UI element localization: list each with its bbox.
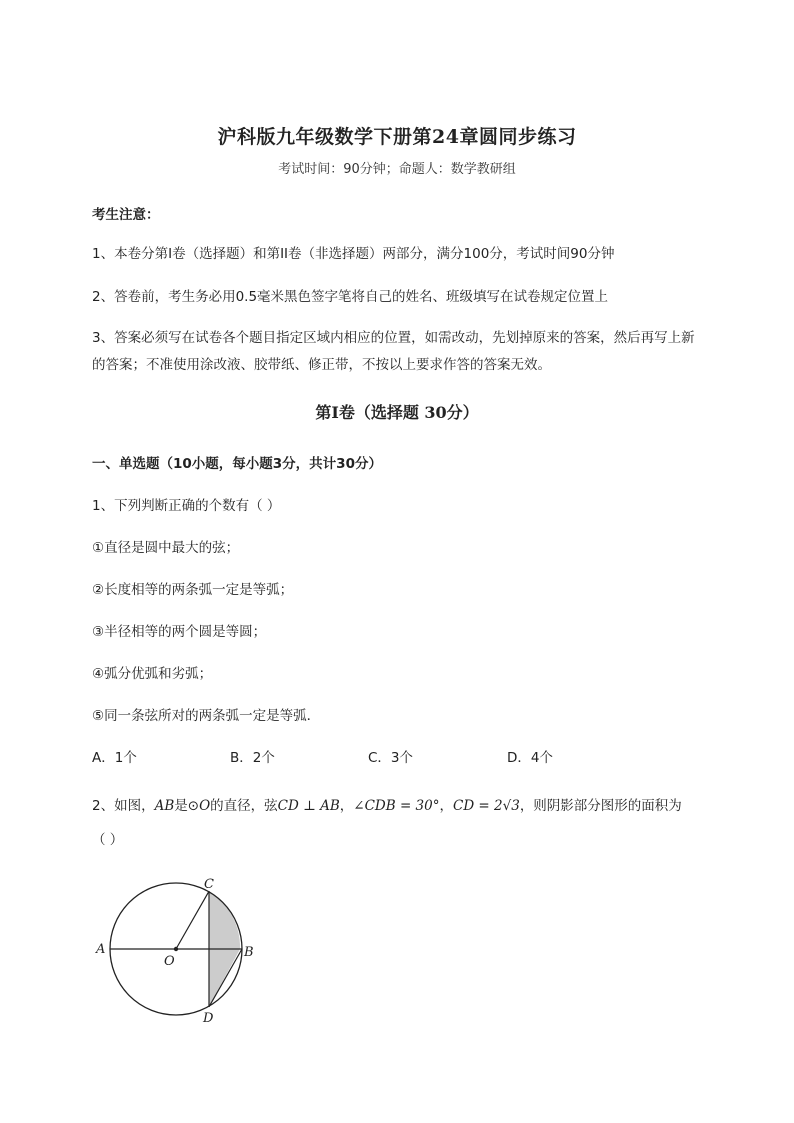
label-c: C xyxy=(204,877,214,892)
circle-figure xyxy=(88,870,278,1030)
label-a: A xyxy=(96,942,106,957)
q1-option-a: A．1个 xyxy=(92,750,137,766)
q2-answer-paren: （ ） xyxy=(92,832,124,848)
exam-info: 考试时间：90分钟；命题人：数学教研组 xyxy=(278,162,516,177)
notice-item-3-cont: 的答案；不准使用涂改液、胶带纸、修正带，不按以上要求作答的答案无效。 xyxy=(92,357,551,373)
notice-item-1: 1、本卷分第I卷（选择题）和第II卷（非选择题）两部分，满分100分，考试时间90分钟 xyxy=(92,246,615,262)
center-point xyxy=(174,947,178,951)
section-title: 第I卷（选择题 30分） xyxy=(315,403,479,422)
q1-statement-3: ③半径相等的两个圆是等圆； xyxy=(92,624,267,640)
q1-option-c: C．3个 xyxy=(368,750,414,766)
q1-option-b: B．2个 xyxy=(230,750,275,766)
q2-stem: 2、如图，AB是⊙O的直径，弦CD ⊥ AB，∠CDB = 30°，CD = 2√3，则阴影部分图形的面积为 xyxy=(92,798,682,814)
q1-statement-5: ⑤同一条弦所对的两条弧一定是等弧． xyxy=(92,708,321,724)
label-d: D xyxy=(203,1011,214,1026)
q2-perp: CD ⊥ AB xyxy=(277,798,340,814)
q2-stem-b: 是⊙ xyxy=(174,798,200,814)
page-title: 沪科版九年级数学下册第24章圆同步练习 xyxy=(217,126,577,148)
segment-oc xyxy=(176,891,209,949)
notice-heading: 考生注意： xyxy=(92,207,160,223)
label-b: B xyxy=(244,945,254,960)
q1-option-d: D．4个 xyxy=(507,750,553,766)
part-heading: 一、单选题（10小题，每小题3分，共计30分） xyxy=(92,456,382,472)
q1-statement-4: ④弧分优弧和劣弧； xyxy=(92,666,213,682)
q2-ab: AB xyxy=(154,798,175,814)
q2-stem-c: 的直径，弦 xyxy=(210,798,278,814)
q1-statement-2: ②长度相等的两条弧一定是等弧； xyxy=(92,582,294,598)
label-o: O xyxy=(164,954,175,969)
q2-angle: ∠CDB = 30° xyxy=(353,798,440,814)
q2-cd: CD = 2√3 xyxy=(452,798,520,814)
q2-stem-d: ，则阴影部分图形的面积为 xyxy=(519,798,682,814)
q2-stem-a: 2、如图， xyxy=(92,798,155,814)
notice-item-2: 2、答卷前，考生务必用0.5毫米黑色签字笔将自己的姓名、班级填写在试卷规定位置上 xyxy=(92,289,609,305)
q1-statement-1: ①直径是圆中最大的弦； xyxy=(92,540,240,556)
q1-stem: 1、下列判断正确的个数有（ ） xyxy=(92,498,281,514)
notice-item-3: 3、答案必须写在试卷各个题目指定区域内相应的位置，如需改动，先划掉原来的答案，然后再写上新 xyxy=(92,330,695,346)
q2-o: O xyxy=(199,798,211,814)
